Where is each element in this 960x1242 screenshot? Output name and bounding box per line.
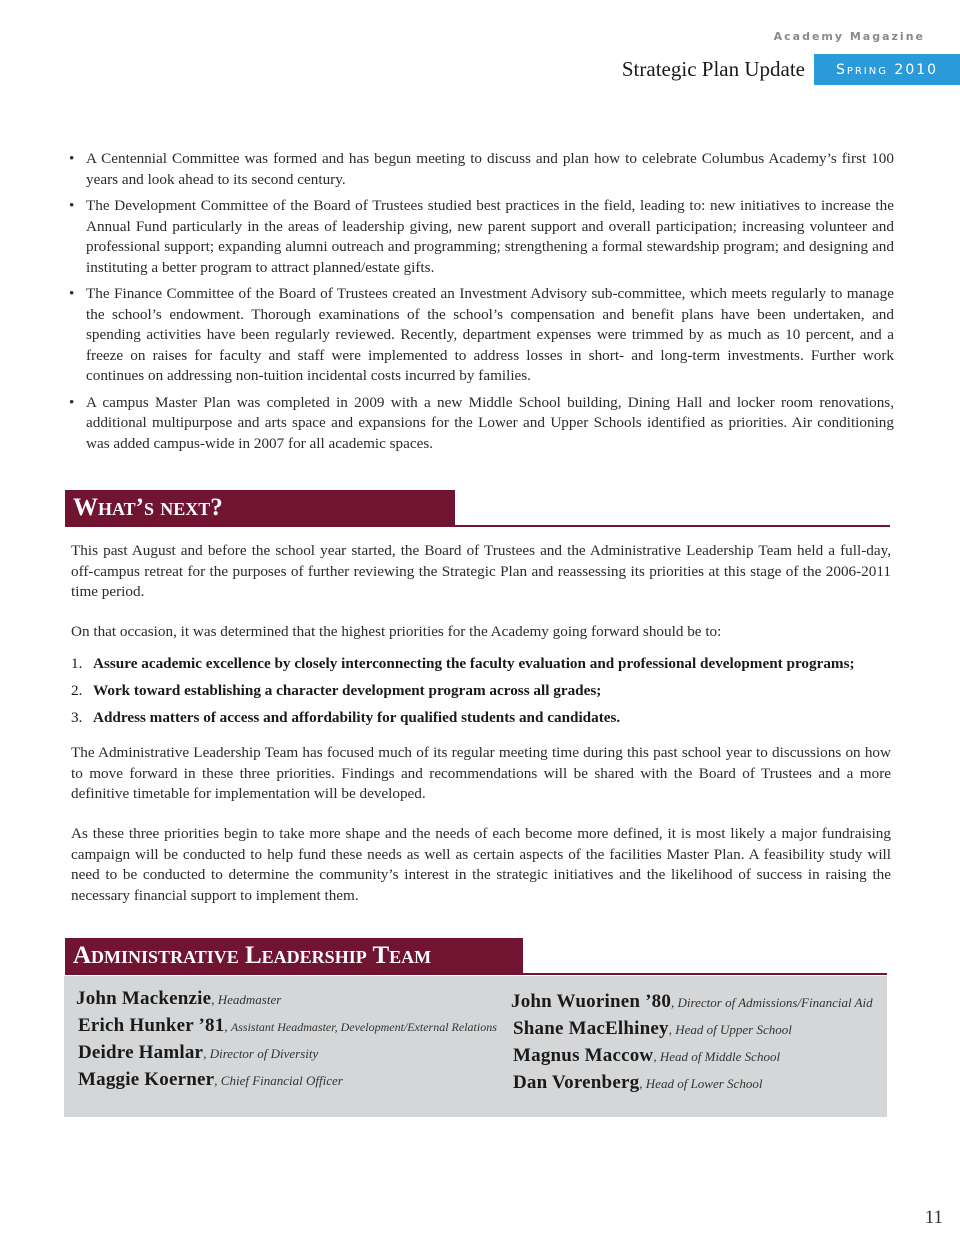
bullet-centennial: • A Centennial Committee was formed and has begun meeting to discuss and plan how to celebrate Columbus Academy’s first 100 years and look ahead to its second century. [68,149,894,190]
priority-item: 3. Address matters of access and affordability for qualified students and candidates. [71,709,621,726]
issue-badge: Spring 2010 [814,54,960,85]
team-member: Dan Vorenberg , Head of Lower School [513,1072,763,1093]
team-member: Deidre Hamlar , Director of Diversity [78,1042,319,1063]
team-heading [65,938,887,976]
team-member: Shane MacElhiney , Head of Upper School [513,1018,792,1039]
whats-next-heading [65,490,890,528]
bullet-master-plan: • A campus Master Plan was completed in 2009 with a new Middle School building, Dining Hall and locker room renovations, additional multipurpose and arts space and expansions for the Lower and Upper Schools identified as priorities. Air conditioning was added campus-wide in 2007 for all academic spaces. [68,393,894,455]
page-header [622,54,960,85]
team-member: Erich Hunker ’81 , Assistant Headmaster, Development/External Relations [78,1015,497,1036]
whats-next-title: What’s next? [65,490,455,526]
team-list-right [511,991,873,1099]
progress-bullet-list [68,149,894,460]
section-divider [65,973,887,975]
page-number: 11 [924,1207,943,1228]
priorities-list [71,655,896,736]
bullet-development: • The Development Committee of the Board of Trustees studied best practices in the field, leading to: new initiatives to increase the Annual Fund particularly in the areas of leadership giving, new parent support and overall participation; increasing volunteer and professional support; expanding alumni outreach and programming; strengthening a formal stewardship program; and designing and instituting a better program to attract planned/estate gifts. [68,196,894,278]
priorities-intro: On that occasion, it was determined that the highest priorities for the Academy going forward should be to: [71,623,722,640]
leadership-paragraph: The Administrative Leadership Team has focused much of its regular meeting time during this past school year to discussions on how to move forward in these three priorities. Findings and recommendations will be shared with the Board of Trustees and a more definitive timetable for implementation will be developed. [71,744,891,802]
priority-item: 2. Work toward establishing a character development program across all grades; [71,682,602,699]
campaign-paragraph: As these three priorities begin to take more shape and the needs of each become more defined, it is most likely a major fundraising campaign will be conducted to help fund these needs as well as certain aspects of the facilities Master Plan. A feasibility study will need to be conducted to determine the community’s interest in the strategic initiatives and the likelihood of success in raising the necessary financial support to implement them. [71,825,891,904]
bullet-finance: • The Finance Committee of the Board of Trustees created an Investment Advisory sub-committee, which meets regularly to manage the school’s endowment. Thorough examinations of the school’s compensation and benefit plans have been undertaken, and spending activities have been regularly reviewed. Recently, department expenses were trimmed by as much as 10 percent, and a freeze on raises for faculty and staff were implemented to address losses in short- and long-term investments. Further work continues on addressing non-tuition incidental costs incurred by families. [68,284,894,387]
team-member: Maggie Koerner , Chief Financial Officer [78,1069,343,1090]
team-panel [64,976,887,1117]
team-title: Administrative Leadership Team [65,938,523,974]
team-member: John Wuorinen ’80 , Director of Admissions/Financial Aid [511,991,873,1012]
retreat-paragraph: This past August and before the school year started, the Board of Trustees and the Administrative Leadership Team held a full-day, off-campus retreat for the purposes of further reviewing the Strategic Plan and reassessing its priorities at this stage of the 2006-2011 time period. [71,542,891,600]
team-member: Magnus Maccow , Head of Middle School [513,1045,781,1066]
page-title: Strategic Plan Update [621,57,805,81]
publication-name: Academy Magazine [773,30,925,43]
team-member: John Mackenzie , Headmaster [76,988,282,1009]
priority-item: 1. Assure academic excellence by closely interconnecting the faculty evaluation and professional development programs; [71,655,855,672]
team-list-left [76,988,497,1096]
section-divider [65,525,890,527]
